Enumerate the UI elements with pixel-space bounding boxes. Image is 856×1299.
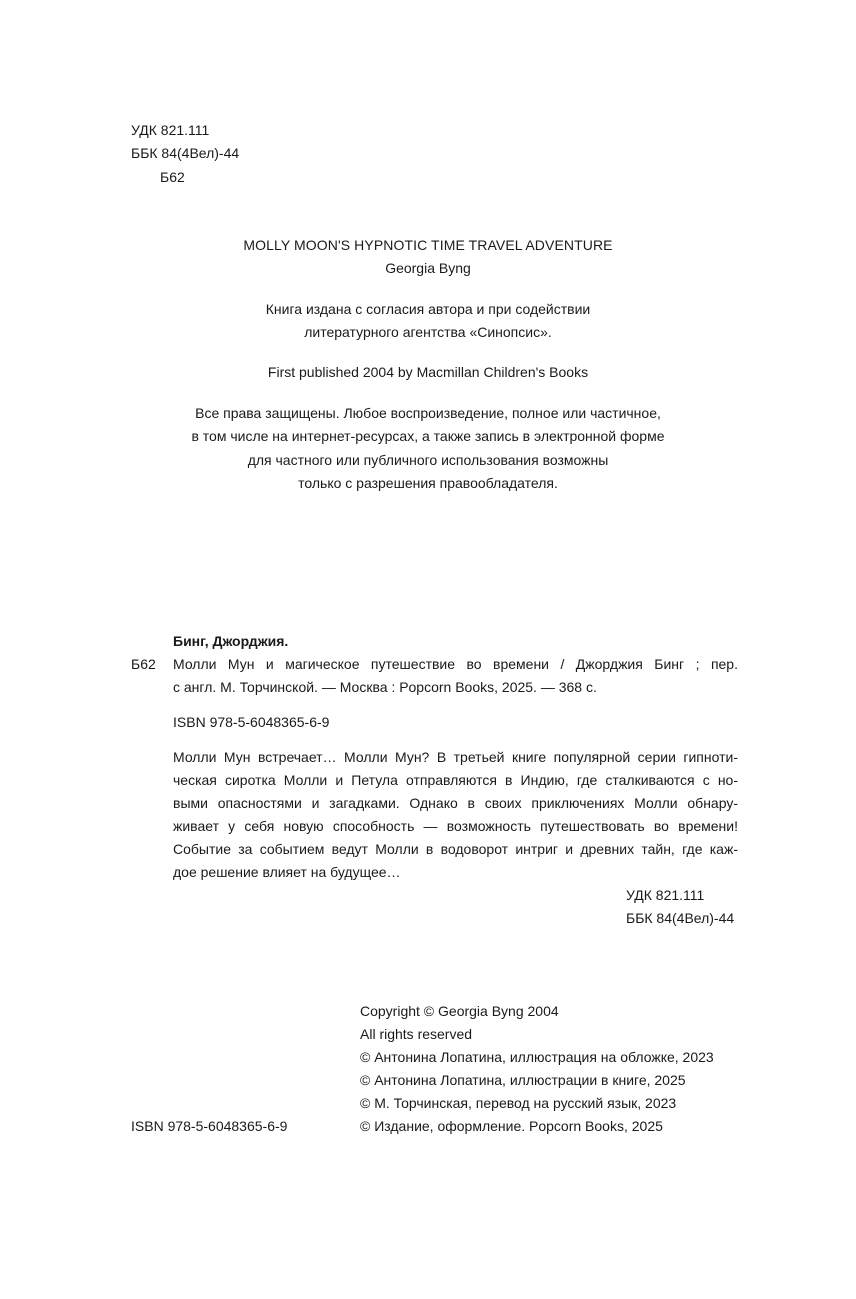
- rights-notice-line: в том числе на интернет-ресурсах, а также запись в электронной форме: [191, 428, 665, 444]
- bottom-isbn: ISBN 978-5-6048365-6-9: [131, 1118, 288, 1134]
- udk-code: УДК 821.111: [131, 122, 210, 138]
- copyright-line: Copyright © Georgia Byng 2004: [360, 1003, 559, 1019]
- annotation-line: дое решение влияет на будущее…: [173, 864, 401, 880]
- copyright-line: © Антонина Лопатина, иллюстрация на обложке, 2023: [360, 1049, 714, 1065]
- rights-notice-line: для частного или публичного использования возможны: [247, 452, 609, 468]
- original-author: Georgia Byng: [385, 260, 471, 276]
- rights-notice-line: Все права защищены. Любое воспроизведение, полное или частичное,: [195, 405, 661, 421]
- copyright-line: © М. Торчинская, перевод на русский язык, 2023: [360, 1095, 677, 1111]
- annotation-line: Молли Мун встречает… Молли Мун? В третьей книге популярной серии гипноти-: [173, 749, 738, 765]
- catalog-bbk-code: ББК 84(4Вел)-44: [626, 910, 735, 926]
- catalog-isbn: ISBN 978-5-6048365-6-9: [173, 714, 330, 730]
- author-mark: Б62: [160, 169, 185, 185]
- catalog-description-line: Молли Мун и магическое путешествие во времени / Джорджия Бинг ; пер.: [173, 656, 738, 672]
- bbk-code: ББК 84(4Вел)-44: [131, 145, 240, 161]
- annotation-line: Событие за событием ведут Молли в водоворот интриг и древних тайн, где каж-: [173, 841, 738, 857]
- annotation-line: выми опасностями и загадками. Однако в своих приключениях Молли обнару-: [173, 795, 738, 811]
- annotation-line: живает у себя новую способность — возможность путешествовать во времени!: [173, 818, 738, 834]
- first-published-note: First published 2004 by Macmillan Children's Books: [267, 364, 589, 380]
- copyright-line: All rights reserved: [360, 1026, 473, 1042]
- annotation-line: ческая сиротка Молли и Петула отправляются в Индию, где сталкиваются с но-: [173, 772, 738, 788]
- catalog-author-heading: Бинг, Джорджия.: [173, 633, 289, 649]
- rights-notice-line: только с разрешения правообладателя.: [298, 475, 558, 491]
- agency-note-line: Книга издана с согласия автора и при содействии: [265, 301, 591, 317]
- catalog-udk-code: УДК 821.111: [626, 887, 705, 903]
- agency-note-line: литературного агентства «Синопсис».: [304, 324, 552, 340]
- original-title: MOLLY MOON'S HYPNOTIC TIME TRAVEL ADVENTURE: [243, 237, 613, 253]
- catalog-author-mark: Б62: [131, 656, 156, 672]
- catalog-description-line: с англ. М. Торчинской. — Москва : Popcorn Books, 2025. — 368 с.: [173, 679, 597, 695]
- copyright-line: © Издание, оформление. Popcorn Books, 2025: [360, 1118, 663, 1134]
- copyright-line: © Антонина Лопатина, иллюстрации в книге, 2025: [360, 1072, 686, 1088]
